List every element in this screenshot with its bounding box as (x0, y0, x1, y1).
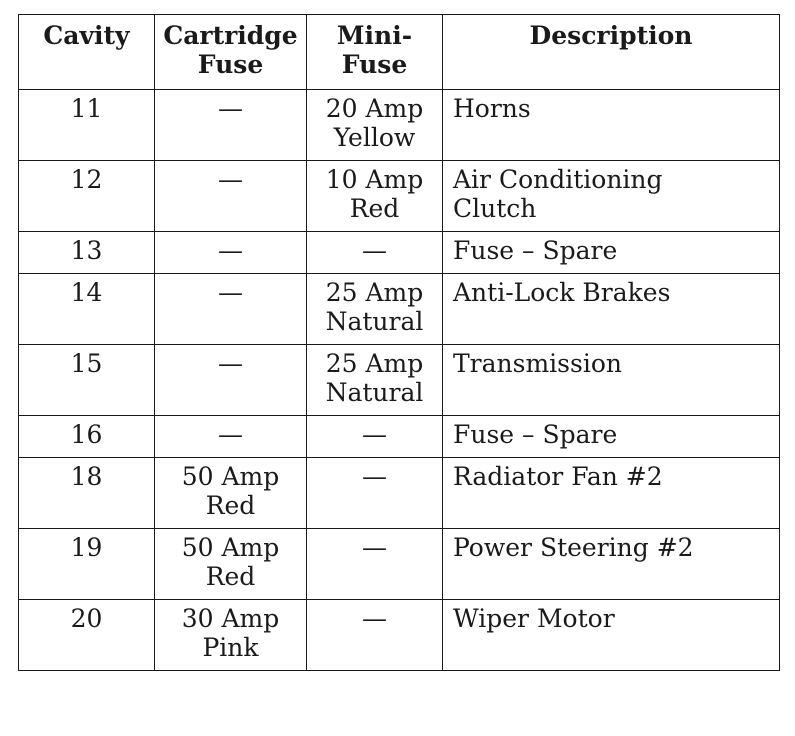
table-row (19, 90, 780, 161)
cell-description-line1: Fuse – Spare (453, 236, 618, 265)
cell-description (443, 232, 780, 274)
column-header-description-line1: Description (529, 21, 693, 50)
cell-mini-line2: Yellow (333, 123, 416, 152)
cell-cavity: 20 (19, 600, 155, 671)
cell-cartridge-fuse (155, 458, 307, 529)
cell-cartridge-line1: — (218, 236, 243, 265)
column-header-description (443, 15, 780, 90)
cell-mini-fuse (307, 161, 443, 232)
cell-description (443, 529, 780, 600)
cell-mini-fuse (307, 529, 443, 600)
cell-cartridge-fuse (155, 529, 307, 600)
cell-mini-line1: — (362, 604, 387, 633)
cell-description-line1: Air Conditioning (453, 165, 663, 194)
cell-cartridge-fuse (155, 345, 307, 416)
cell-mini-fuse (307, 416, 443, 458)
cell-description (443, 274, 780, 345)
column-header-cartridge-fuse-line1: Cartridge (163, 21, 298, 50)
cell-mini-fuse (307, 90, 443, 161)
column-header-mini-fuse (307, 15, 443, 90)
column-header-cavity-line1: Cavity (43, 21, 130, 50)
cell-cartridge-fuse (155, 161, 307, 232)
cell-mini-line1: 25 Amp (325, 349, 424, 378)
cell-cartridge-line1: — (218, 420, 243, 449)
table-row (19, 458, 780, 529)
table-row (19, 274, 780, 345)
cell-cartridge-line1: — (218, 349, 243, 378)
cell-mini-line1: — (362, 462, 387, 491)
cell-description (443, 345, 780, 416)
cell-cavity: 18 (19, 458, 155, 529)
cell-mini-fuse (307, 232, 443, 274)
cell-description-line1: Radiator Fan #2 (453, 462, 663, 491)
cell-description-line1: Anti-Lock Brakes (453, 278, 671, 307)
cell-cartridge-fuse (155, 416, 307, 458)
cell-description (443, 90, 780, 161)
table-row (19, 232, 780, 274)
fuse-assignment-table (18, 14, 780, 671)
table-row (19, 600, 780, 671)
cell-cartridge-line2: Pink (202, 633, 259, 662)
cell-cavity: 13 (19, 232, 155, 274)
cell-cavity: 12 (19, 161, 155, 232)
cell-cartridge-line1: — (218, 165, 243, 194)
column-header-cavity (19, 15, 155, 90)
cell-description-line2: Clutch (453, 194, 537, 223)
cell-description-line1: Transmission (453, 349, 622, 378)
cell-cartridge-fuse (155, 274, 307, 345)
cell-mini-fuse (307, 345, 443, 416)
cell-cartridge-fuse (155, 600, 307, 671)
cell-description (443, 416, 780, 458)
cell-cartridge-line2: Red (205, 562, 256, 591)
cell-mini-line1: 25 Amp (325, 278, 424, 307)
cell-mini-line2: Natural (325, 378, 424, 407)
cell-description-line1: Power Steering #2 (453, 533, 694, 562)
table-header (19, 15, 780, 90)
cell-cavity: 15 (19, 345, 155, 416)
cell-mini-fuse (307, 600, 443, 671)
column-header-mini-fuse-line1: Mini- (336, 21, 413, 50)
table-header-row (19, 15, 780, 90)
cell-mini-fuse (307, 458, 443, 529)
column-header-cartridge-fuse-line2: Fuse (197, 50, 264, 79)
cell-description-line1: Fuse – Spare (453, 420, 618, 449)
cell-cartridge-line1: 50 Amp (181, 462, 280, 491)
column-header-mini-fuse-line2: Fuse (341, 50, 408, 79)
cell-description-line1: Horns (453, 94, 531, 123)
cell-mini-line1: — (362, 236, 387, 265)
table-row (19, 161, 780, 232)
cell-mini-line2: Red (349, 194, 400, 223)
cell-mini-line1: 20 Amp (325, 94, 424, 123)
cell-cartridge-line2: Red (205, 491, 256, 520)
table-row (19, 416, 780, 458)
cell-cavity: 11 (19, 90, 155, 161)
cell-mini-fuse (307, 274, 443, 345)
table-row (19, 529, 780, 600)
cell-cartridge-line1: — (218, 94, 243, 123)
cell-description (443, 161, 780, 232)
cell-cartridge-line1: 50 Amp (181, 533, 280, 562)
cell-cartridge-line1: 30 Amp (181, 604, 280, 633)
cell-cavity: 19 (19, 529, 155, 600)
cell-mini-line1: — (362, 533, 387, 562)
cell-cartridge-fuse (155, 90, 307, 161)
cell-description (443, 458, 780, 529)
cell-cartridge-line1: — (218, 278, 243, 307)
cell-description (443, 600, 780, 671)
cell-mini-line1: 10 Amp (325, 165, 424, 194)
cell-mini-line2: Natural (325, 307, 424, 336)
cell-mini-line1: — (362, 420, 387, 449)
cell-cavity: 14 (19, 274, 155, 345)
table-row (19, 345, 780, 416)
table-body (19, 90, 780, 671)
cell-description-line1: Wiper Motor (453, 604, 615, 633)
cell-cavity: 16 (19, 416, 155, 458)
column-header-cartridge-fuse (155, 15, 307, 90)
cell-cartridge-fuse (155, 232, 307, 274)
